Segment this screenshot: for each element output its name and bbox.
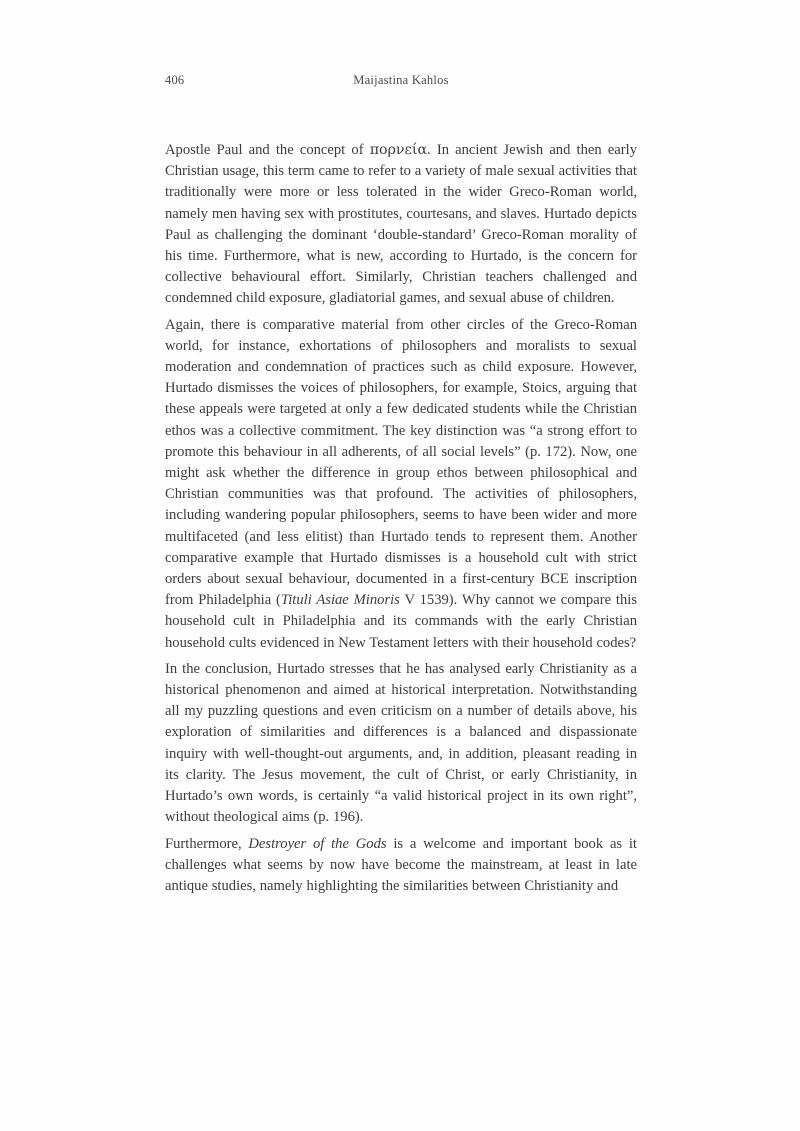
running-title: Maijastina Kahlos [353,73,449,87]
italic-title: Destroyer of the Gods [248,835,387,852]
page-number: 406 [165,73,185,87]
text-run: Again, there is comparative material from other circles of the Greco-Roman world, for instance, exhortations of philosophers and moralists to sexual moderation and condemnation of practices such as child exposure. However, Hurtado dismisses the voices of philosophers, for example, Stoics, arguing that these appeals were targeted at only a few dedicated students while the Christian ethos was a collective commitment. The key distinction was “a strong effort to promote this behaviour in all adherents, of all social levels” (p. 172). Now, one might ask whether the difference in group ethos between philosophical and Christian communities was that profound. The activities of philosophers, including wandering popular philosophers, seems to have been wider and more multifaceted (and less elitist) than Hurtado tends to represent them. Another comparative example that Hurtado dismisses is a household cult with strict orders about sexual behaviour, documented in a first-century BCE inscription from Philadelphia ( [165,316,637,609]
body-paragraph [165,140,637,310]
text-run: is a welcome and important book as it challenges what seems by now have become the mainstream, at least in late antique studies, namely highlighting the similarities between Christianity and [165,835,637,894]
text-run: V 1539). Why cannot we compare this household cult in Philadelphia and its commands with the early Christian household cults evidenced in New Testament letters with their household codes? [165,592,638,651]
text-run: Apostle Paul and the concept of [165,142,370,158]
text-run: . In ancient Jewish and then early Christian usage, this term came to refer to a variety of male sexual activities that traditionally were more or less tolerated in the wider Greco-Roman world, namely men having sex with prostitutes, courtesans, and slaves. Hurtado depicts Paul as challenging the dominant ‘double-standard’ Greco-Roman morality of his time. Furthermore, what is new, according to Hurtado, is the concern for collective behavioural effort. Similarly, Christian teachers challenged and condemned child exposure, gladiatorial games, and sexual abuse of children. [165,142,637,307]
greek-term: πορνεία [369,142,428,158]
text-run: In the conclusion, Hurtado stresses that he has analysed early Christianity as a historical phenomenon and aimed at historical interpretation. Notwithstanding all my puzzling questions and even criticism on a number of details above, his exploration of similarities and differences is a balanced and dispassionate inquiry with well-thought-out arguments, and, in addition, pleasant reading in its clarity. The Jesus movement, the cult of Christ, or early Christianity, in Hurtado’s own words, is certainly “a valid historical project in its own right”, without theological aims (p. 196). [165,660,637,826]
body-paragraph [165,315,637,654]
running-header [165,70,637,90]
text-run: Furthermore, [165,835,249,852]
italic-title: Tituli Asiae Minoris [280,592,400,609]
body-paragraph [165,834,637,898]
body-paragraph [165,659,637,829]
body-text-block [165,140,637,897]
